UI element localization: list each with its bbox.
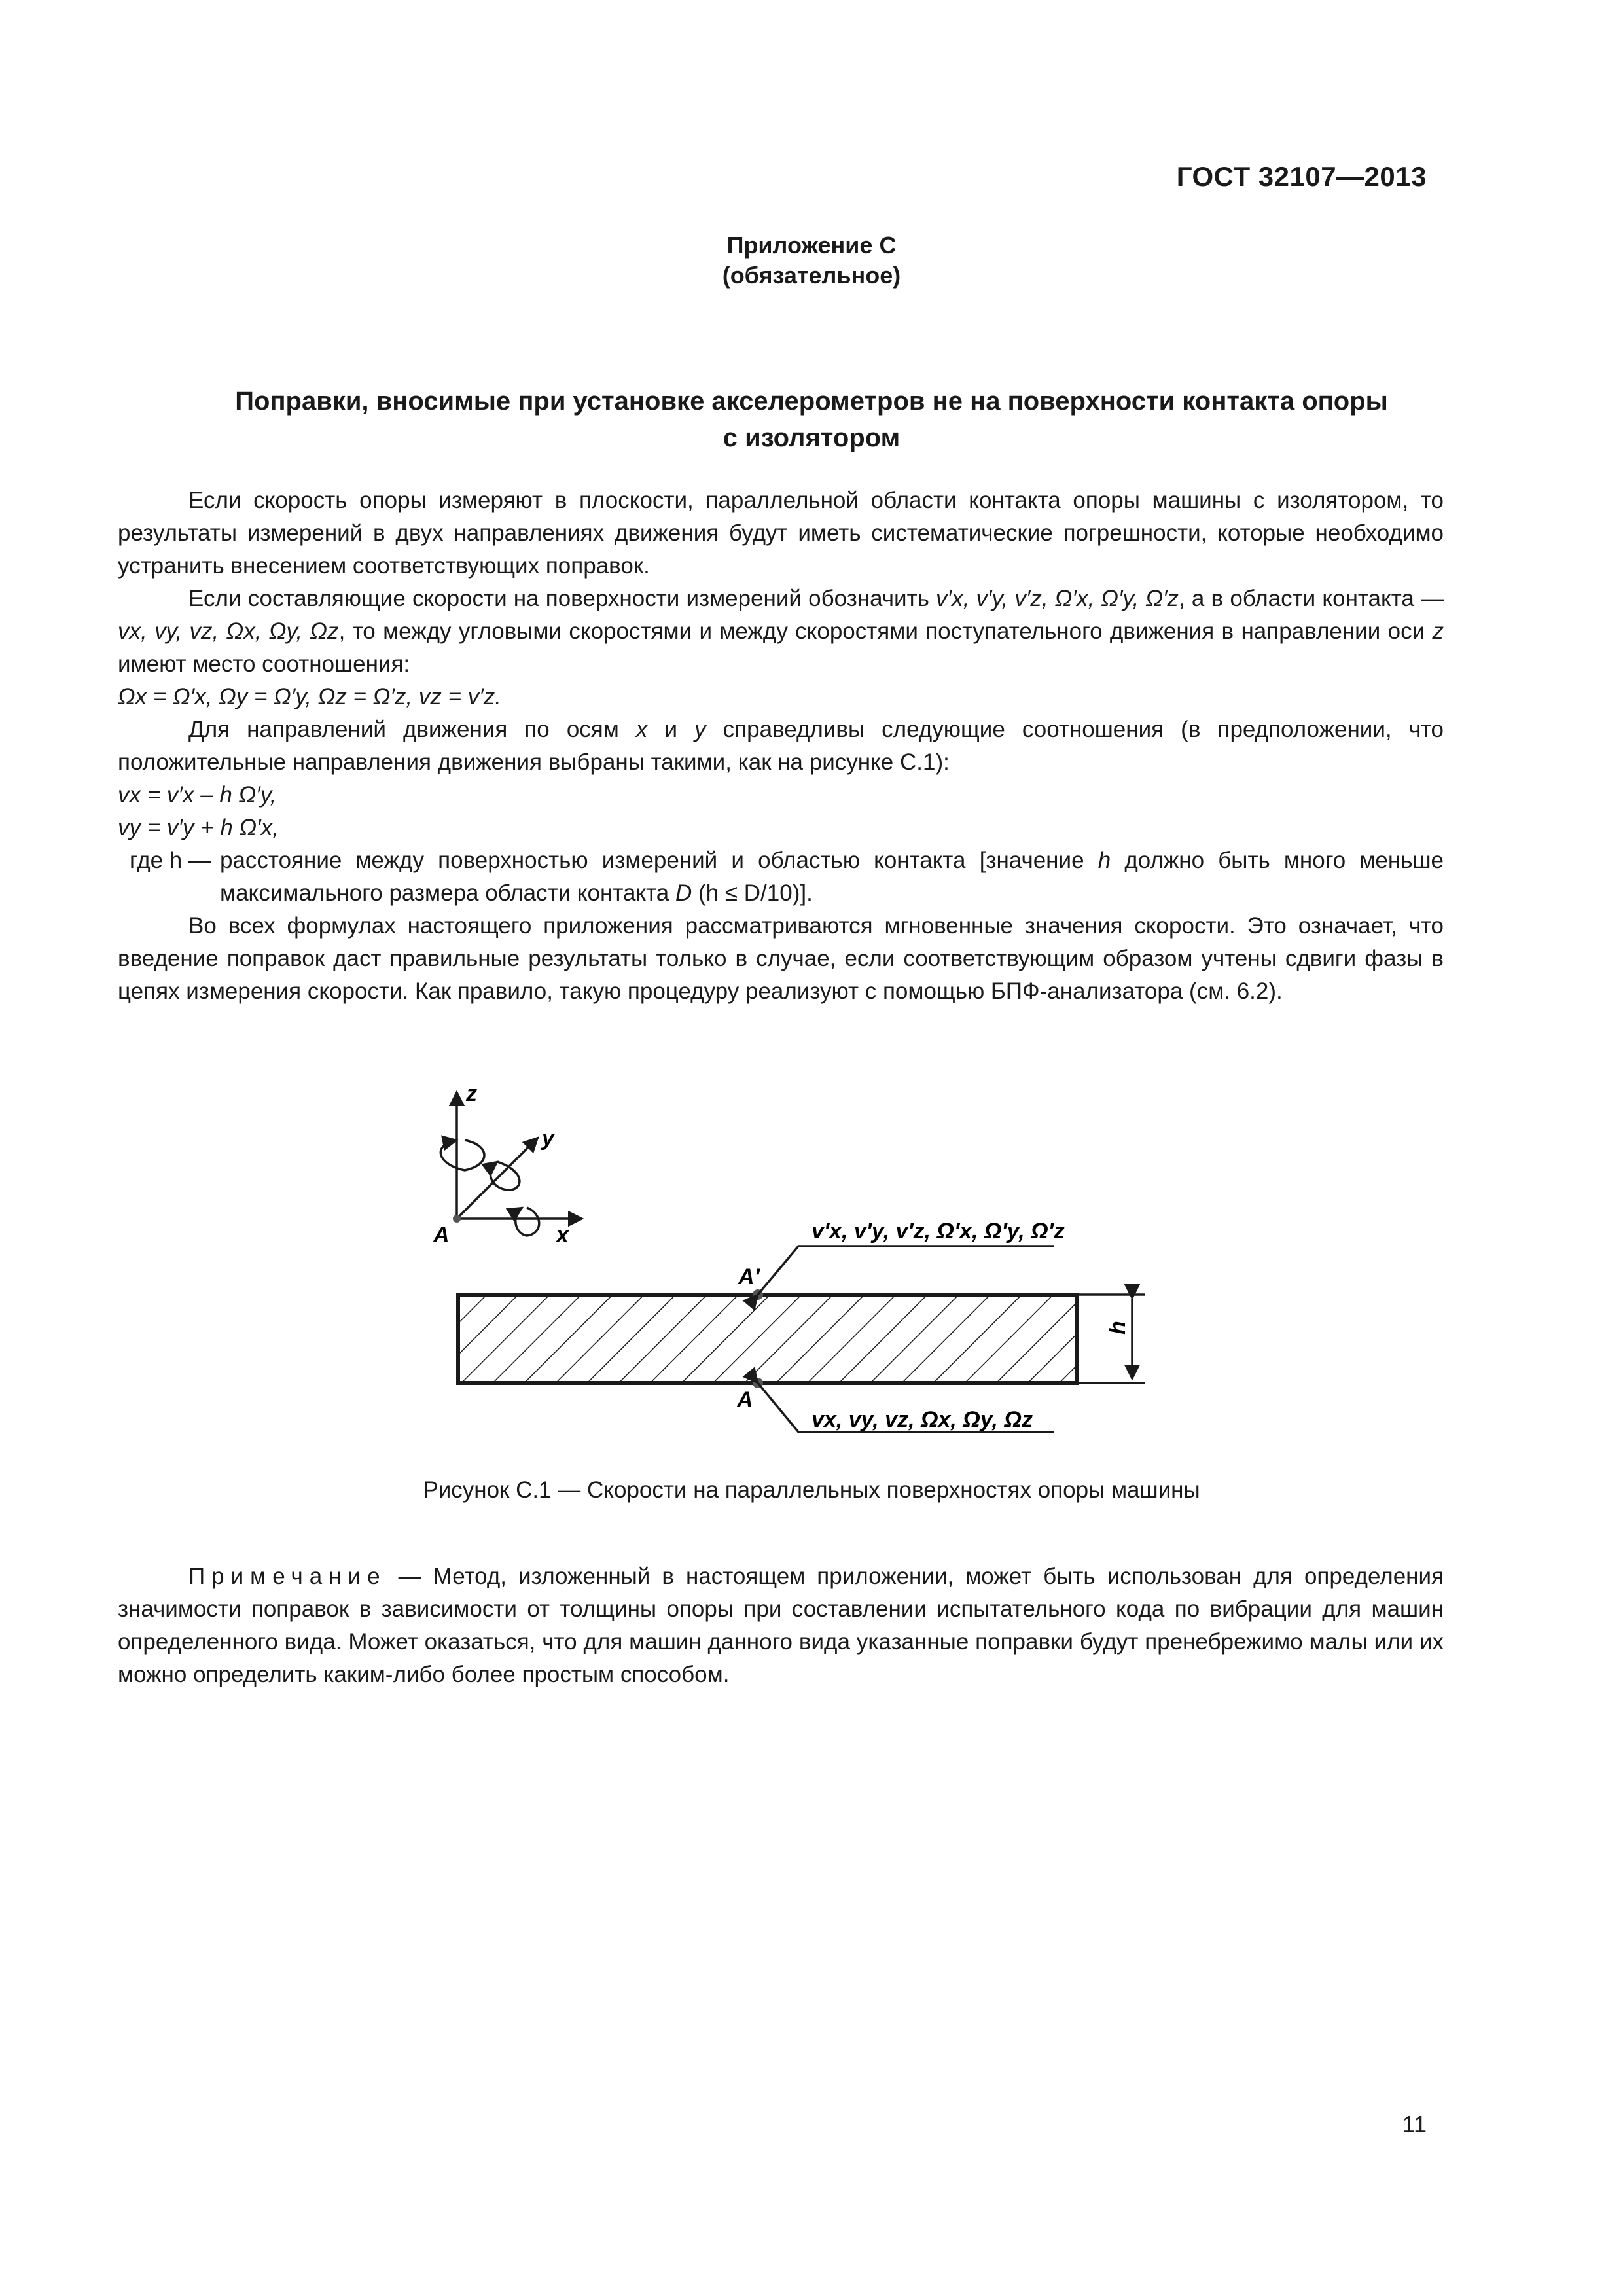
note-text: — Метод, изложенный в настоящем приложении, может быть использован для определения значимости поправок в зависимости от толщины опоры при составлении испытательного кода по вибрации для машин определенного вида. Может оказаться, что для машин данного вида указанные поправки будут пренебрежимо малы или их можно определить каким-либо более простым способом. bbox=[118, 1564, 1444, 1687]
where-condition: (h ≤ D/10)]. bbox=[692, 880, 813, 906]
annex-title bbox=[0, 383, 1623, 456]
paragraph-2-text-d: имеют место соотношения: bbox=[118, 651, 410, 677]
thickness-label: h bbox=[1105, 1321, 1130, 1335]
axis-z-ref: z bbox=[1432, 619, 1444, 644]
contact-area-vars: vx, vy, vz, Ωx, Ωy, Ωz bbox=[118, 619, 339, 644]
axis-z-label: z bbox=[466, 1081, 477, 1106]
annex-status: (обязательное) bbox=[722, 262, 901, 289]
rotation-x-icon bbox=[516, 1208, 539, 1236]
measurement-surface-vars: v′x, v′y, v′z, Ω′x, Ω′y, Ω′z bbox=[936, 586, 1179, 611]
paragraph-3-text-a: Для направлений движения по осям bbox=[188, 717, 636, 742]
where-h: h bbox=[1097, 848, 1111, 873]
where-D: D bbox=[675, 880, 692, 906]
axis-y-line bbox=[457, 1138, 538, 1219]
note bbox=[118, 1560, 1444, 1691]
formula-3-text: vy = v′y + h Ω′x, bbox=[118, 815, 279, 840]
where-text-a: расстояние между поверхностью измерений и областью контакта [значение bbox=[220, 848, 1098, 873]
support-plate bbox=[458, 1295, 1077, 1383]
thickness-dimension bbox=[1077, 1295, 1145, 1383]
paragraph-2-text-b: , а в области контакта — bbox=[1179, 586, 1444, 611]
note-paragraph bbox=[118, 1560, 1444, 1691]
annex-title-line1: Поправки, вносимые при установке акселерометров не на поверхности контакта опоры bbox=[235, 387, 1388, 416]
point-a-label: A bbox=[737, 1388, 753, 1412]
paragraph-2-text-c: , то между угловыми скоростями и между скоростями поступательного движения в направлении оси bbox=[338, 619, 1433, 644]
axis-y-label: y bbox=[542, 1126, 554, 1151]
note-label: Примечание bbox=[188, 1564, 387, 1589]
formula-3 bbox=[118, 812, 1444, 844]
figure-c1 bbox=[393, 1073, 1243, 1440]
axis-x-label: x bbox=[556, 1223, 569, 1247]
formula-1-text: Ωx = Ω′x, Ωy = Ω′y, Ωz = Ω′z, vz = v′z. bbox=[118, 684, 502, 709]
origin-label: A bbox=[433, 1223, 450, 1247]
annex-title-line2: с изолятором bbox=[722, 423, 901, 452]
page-number: 11 bbox=[1402, 2111, 1427, 2138]
paragraph-3 bbox=[118, 713, 1444, 779]
coordinate-axes bbox=[440, 1092, 582, 1236]
paragraph-2-text-a: Если составляющие скорости на поверхности измерений обозначить bbox=[188, 586, 936, 611]
where-text bbox=[220, 844, 1444, 910]
formula-2 bbox=[118, 779, 1444, 812]
point-a-prime-label: A′ bbox=[738, 1265, 760, 1289]
where-clause bbox=[118, 844, 1444, 910]
figure-caption: Рисунок С.1 — Скорости на параллельных поверхностях опоры машины bbox=[423, 1477, 1200, 1503]
rotation-y-icon bbox=[490, 1162, 520, 1190]
annex-body bbox=[118, 484, 1444, 1008]
formula-2-text: vx = v′x – h Ω′y, bbox=[118, 782, 277, 808]
top-leader bbox=[758, 1246, 1054, 1295]
paragraph-3-text-b: справедливы следующие соотношения (в предположении, что положительные направления движения выбраны такими, как на рисунке С.1): bbox=[118, 717, 1444, 775]
formula-1 bbox=[118, 681, 1444, 713]
paragraph-1: Если скорость опоры измеряют в плоскости, параллельной области контакта опоры машины с изолятором, то результаты измерений в двух направлениях движения будут иметь систематические погрешности, которые необходимо устранить внесением соответствующих поправок. bbox=[118, 488, 1444, 579]
axis-x-ref: x bbox=[635, 717, 648, 742]
bottom-velocities-label: vx, vy, vz, Ωx, Ωy, Ωz bbox=[812, 1407, 1033, 1432]
axis-y-ref: y bbox=[694, 717, 706, 742]
annex-heading bbox=[0, 230, 1623, 291]
where-label: где h — bbox=[130, 848, 211, 873]
paragraph-2 bbox=[118, 583, 1444, 681]
top-velocities-label: v′x, v′y, v′z, Ω′x, Ω′y, Ω′z bbox=[812, 1219, 1065, 1244]
paragraph-3-and: и bbox=[647, 717, 695, 742]
paragraph-4: Во всех формулах настоящего приложения рассматриваются мгновенные значения скорости. Это означает, что введение поправок даст правильные результаты только в случае, если соответствующим образом учтены сдвиги фазы в цепях измерения скорости. Как правило, такую процедуру реализуют с помощью БПФ-анализатора (см. 6.2). bbox=[118, 913, 1444, 1004]
where-text-b: должно быть много меньше максимального размера области контакта bbox=[220, 848, 1444, 906]
standard-number: ГОСТ 32107—2013 bbox=[1176, 161, 1427, 192]
origin-point bbox=[453, 1215, 461, 1223]
annex-name: Приложение С bbox=[726, 232, 897, 259]
rotation-z-icon bbox=[440, 1140, 484, 1170]
